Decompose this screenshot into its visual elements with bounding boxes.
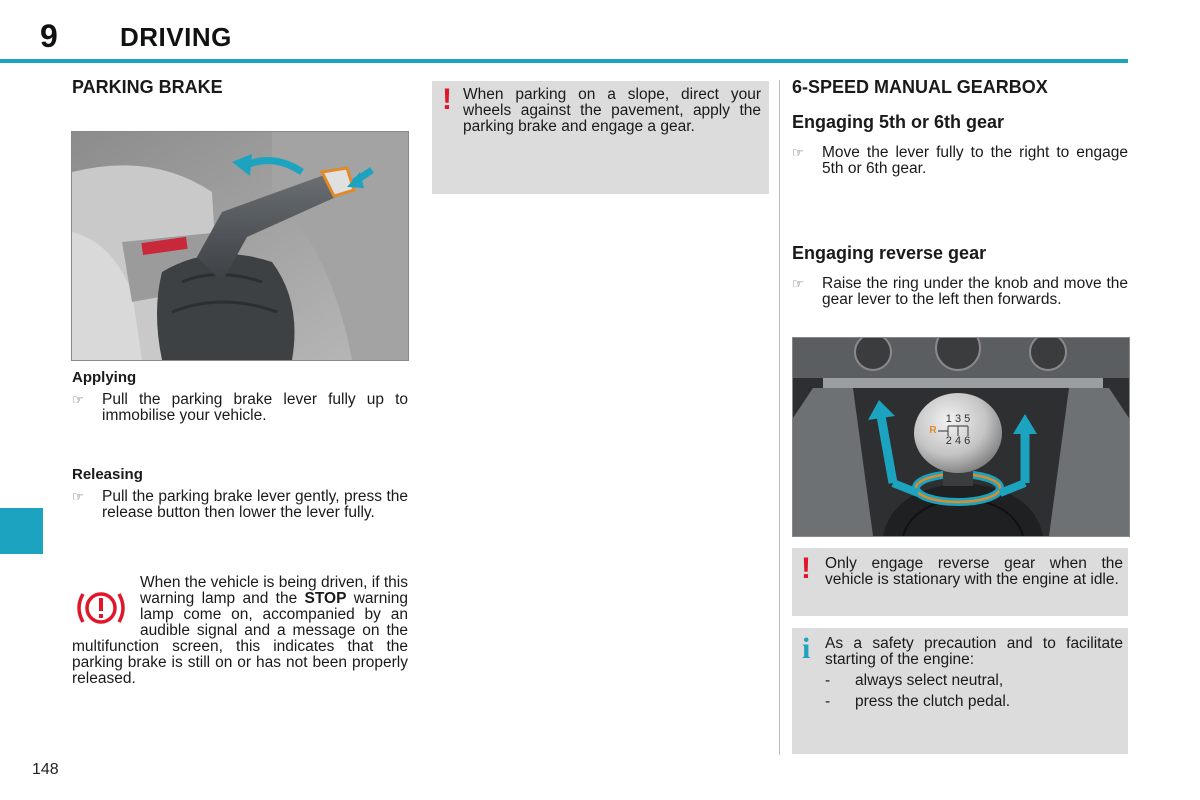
reverse-warning-text: Only engage reverse gear when the vehicle is stationary with the engine at idle. (825, 555, 1123, 588)
fifth-sixth-text: Move the lever fully to the right to engage 5th or 6th gear. (822, 144, 1128, 177)
reverse-warning-box (792, 548, 1128, 616)
page-number: 148 (32, 761, 59, 778)
parking-brake-photo (71, 131, 409, 361)
gear-lever-illustration (793, 338, 1129, 536)
parking-brake-title: PARKING BRAKE (72, 77, 223, 97)
slope-warning-box (432, 81, 769, 194)
warning-lamp-text-part2: warning lamp come on, accompanied by an audible signal and a message on the multifunction screen, this indicates that the parking brake is still on or has not been properly released. (72, 590, 409, 687)
gear-lever-photo (792, 337, 1130, 537)
applying-text: Pull the parking brake lever fully up to immobilise your vehicle. (102, 391, 408, 424)
safety-info-text: As a safety precaution and to facilitate starting of the engine: (825, 635, 1123, 668)
list-item: - always select neutral, (825, 672, 1004, 689)
safety-item-clutch: press the clutch pedal. (855, 693, 1011, 710)
warning-lamp-text-part1: When the vehicle is being driven, if this warning lamp and the (140, 574, 408, 607)
warning-lamp-paragraph (72, 575, 408, 687)
gearbox-title: 6-SPEED MANUAL GEARBOX (792, 77, 1048, 97)
reverse-text: Raise the ring under the knob and move the gear lever to the left then forwards. (822, 275, 1128, 308)
warning-exclamation-icon: ! (801, 552, 811, 585)
parking-brake-illustration (72, 132, 408, 360)
reverse-bullet (792, 276, 1128, 308)
warning-exclamation-icon: ! (442, 83, 452, 116)
fifth-sixth-heading: Engaging 5th or 6th gear (792, 112, 1005, 132)
safety-info-list (825, 670, 1123, 712)
knob-bottom-labels: 2 4 6 (945, 435, 971, 447)
applying-heading: Applying (72, 369, 137, 386)
column-divider (779, 80, 780, 755)
header-rule (0, 59, 1128, 63)
releasing-heading: Releasing (72, 466, 143, 483)
slope-warning-text: When parking on a slope, direct your wheels against the pavement, apply the parking brake and engage a gear. (463, 86, 761, 135)
stop-label: STOP (304, 590, 347, 607)
pointing-hand-icon: ☞ (72, 489, 84, 504)
info-icon: i (802, 632, 811, 665)
applying-bullet (72, 392, 408, 424)
safety-info-box (792, 628, 1128, 754)
chapter-number: 9 (40, 18, 58, 54)
list-item: - press the clutch pedal. (825, 693, 1011, 710)
chapter-side-tab (0, 508, 43, 554)
pointing-hand-icon: ☞ (792, 276, 804, 291)
safety-item-neutral: always select neutral, (855, 672, 1004, 689)
releasing-text: Pull the parking brake lever gently, press the release button then lower the lever fully. (102, 488, 408, 521)
chapter-title: DRIVING (120, 22, 232, 52)
reverse-heading: Engaging reverse gear (792, 243, 987, 263)
pointing-hand-icon: ☞ (72, 392, 84, 407)
knob-reverse-label: R (929, 425, 937, 436)
knob-top-labels: 1 3 5 (945, 413, 971, 425)
fifth-sixth-bullet (792, 145, 1128, 177)
releasing-bullet (72, 489, 408, 521)
pointing-hand-icon: ☞ (792, 145, 804, 160)
